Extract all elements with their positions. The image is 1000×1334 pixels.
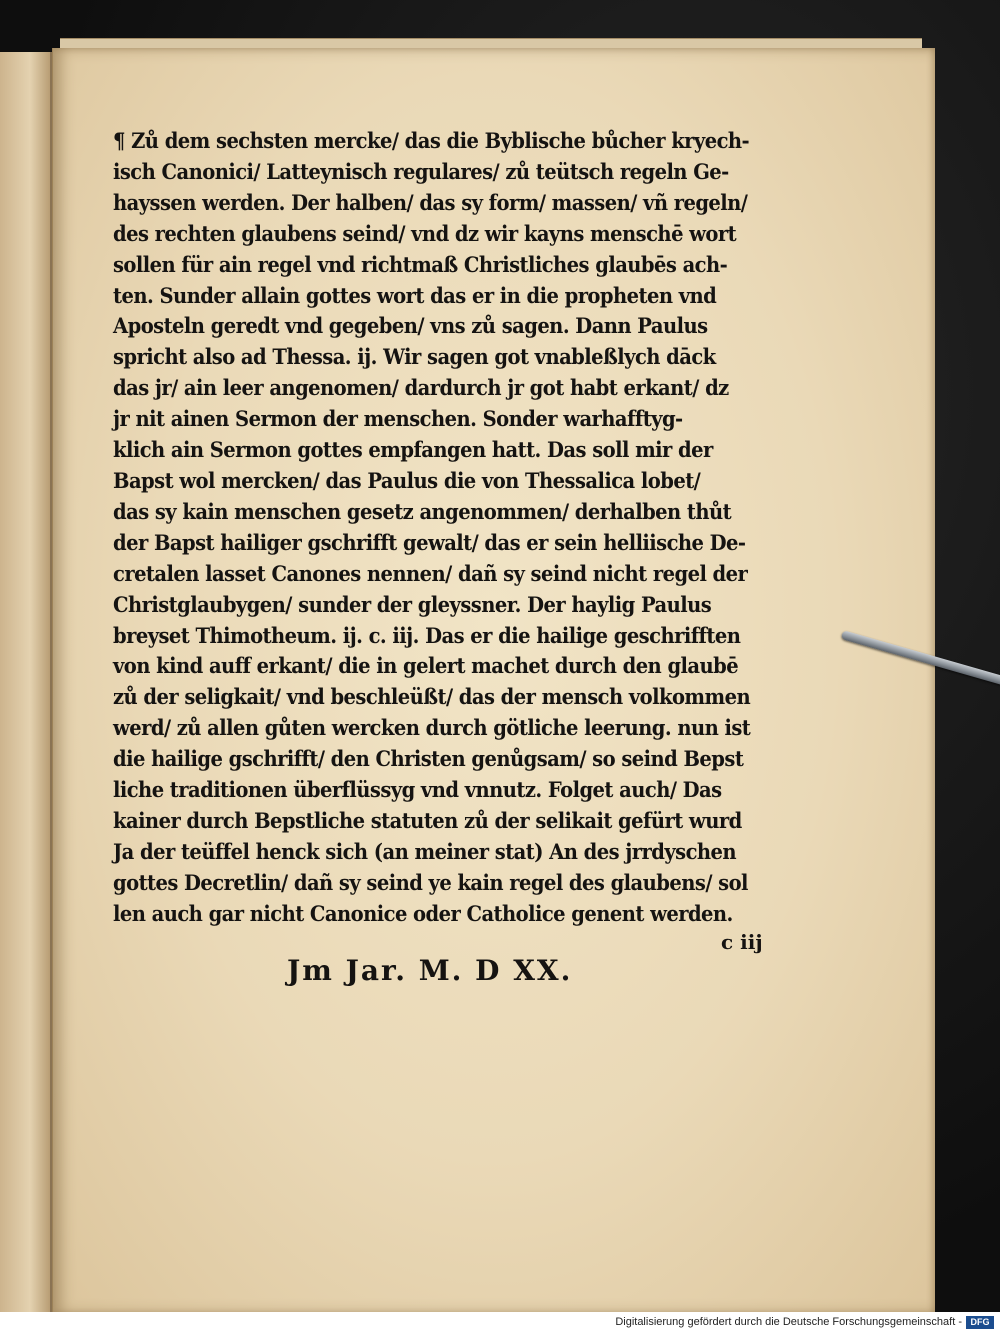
text-line: von kind auff erkant/ die in gelert machet durch den glaubē (113, 653, 739, 679)
text-line: Aposteln geredt vnd gegeben/ vns zů sagen. Dann Paulus (113, 313, 708, 339)
footer-bar (0, 1312, 1000, 1334)
text-line: cretalen lasset Canones nennen/ dañ sy seind nicht regel der (113, 560, 748, 586)
text-line: gottes Decretlin/ dañ sy seind ye kain regel des glaubens/ sol (113, 869, 748, 895)
text-line: zů der seligkait/ vnd beschleüßt/ das der mensch volkommen (113, 684, 751, 710)
dfg-logo-icon: DFG (966, 1316, 994, 1329)
text-line: die hailige gschrifft/ den Christen genůgsam/ so seind Bepst (113, 746, 744, 772)
text-line: der Bapst hailiger gschrifft gewalt/ das er sein helliische De- (113, 529, 746, 555)
facing-page-edge (0, 52, 52, 1314)
text-line: das sy kain menschen gesetz angenommen/ derhalben thůt (113, 498, 732, 524)
text-line: Christglaubygen/ sunder der gleyssner. Der haylig Paulus (113, 591, 712, 617)
funding-note: Digitalisierung gefördert durch die Deutsche Forschungsgemeinschaft - (615, 1316, 962, 1328)
text-line: spricht also ad Thessa. ij. Wir sagen got vnableßlych dāck (113, 344, 716, 370)
imprint-year: Jm Jar. M. D XX. (287, 954, 573, 987)
text-line: das jr/ ain leer angenomen/ dardurch jr got habt erkant/ dz (113, 375, 729, 401)
text-line: Ja der teüffel henck sich (an meiner stat) An des jrrdyschen (113, 838, 737, 864)
text-line: ¶ Zů dem sechsten mercke/ das die Byblische bůcher kryech- (113, 128, 750, 153)
text-line: breyset Thimotheum. ij. c. iij. Das er die hailige geschrifften (113, 622, 741, 648)
text-line: len auch gar nicht Canonice oder Catholice genent werden. (113, 900, 733, 926)
signature-mark: c iij (721, 930, 763, 954)
text-line: sollen für ain regel vnd richtmaß Christliches glaubēs ach- (113, 251, 728, 277)
text-line: ten. Sunder allain gottes wort das er in die propheten vnd (113, 282, 717, 308)
text-line: jr nit ainen Sermon der menschen. Sonder warhafftyg- (113, 406, 683, 432)
text-line: werd/ zů allen gůten wercken durch götliche leerung. nun ist (113, 715, 751, 741)
body-text (113, 126, 751, 930)
text-line: Bapst wol mercken/ das Paulus die von Thessalica lobet/ (113, 467, 701, 493)
book-page (52, 48, 935, 1314)
text-line: liche traditionen überflüssyg vnd vnnutz. Folget auch/ Das (113, 777, 722, 803)
text-line: kainer durch Bepstliche statuten zů der selikait gefürt wurd (113, 807, 742, 833)
text-line: des rechten glaubens seind/ vnd dz wir kayns menschē wort (113, 220, 737, 246)
text-line: isch Canonici/ Latteynisch regulares/ zů teütsch regeln Ge- (113, 158, 729, 184)
text-line: klich ain Sermon gottes empfangen hatt. Das soll mir der (113, 437, 713, 463)
text-line: hayssen werden. Der halben/ das sy form/ massen/ vñ regeln/ (113, 189, 748, 215)
